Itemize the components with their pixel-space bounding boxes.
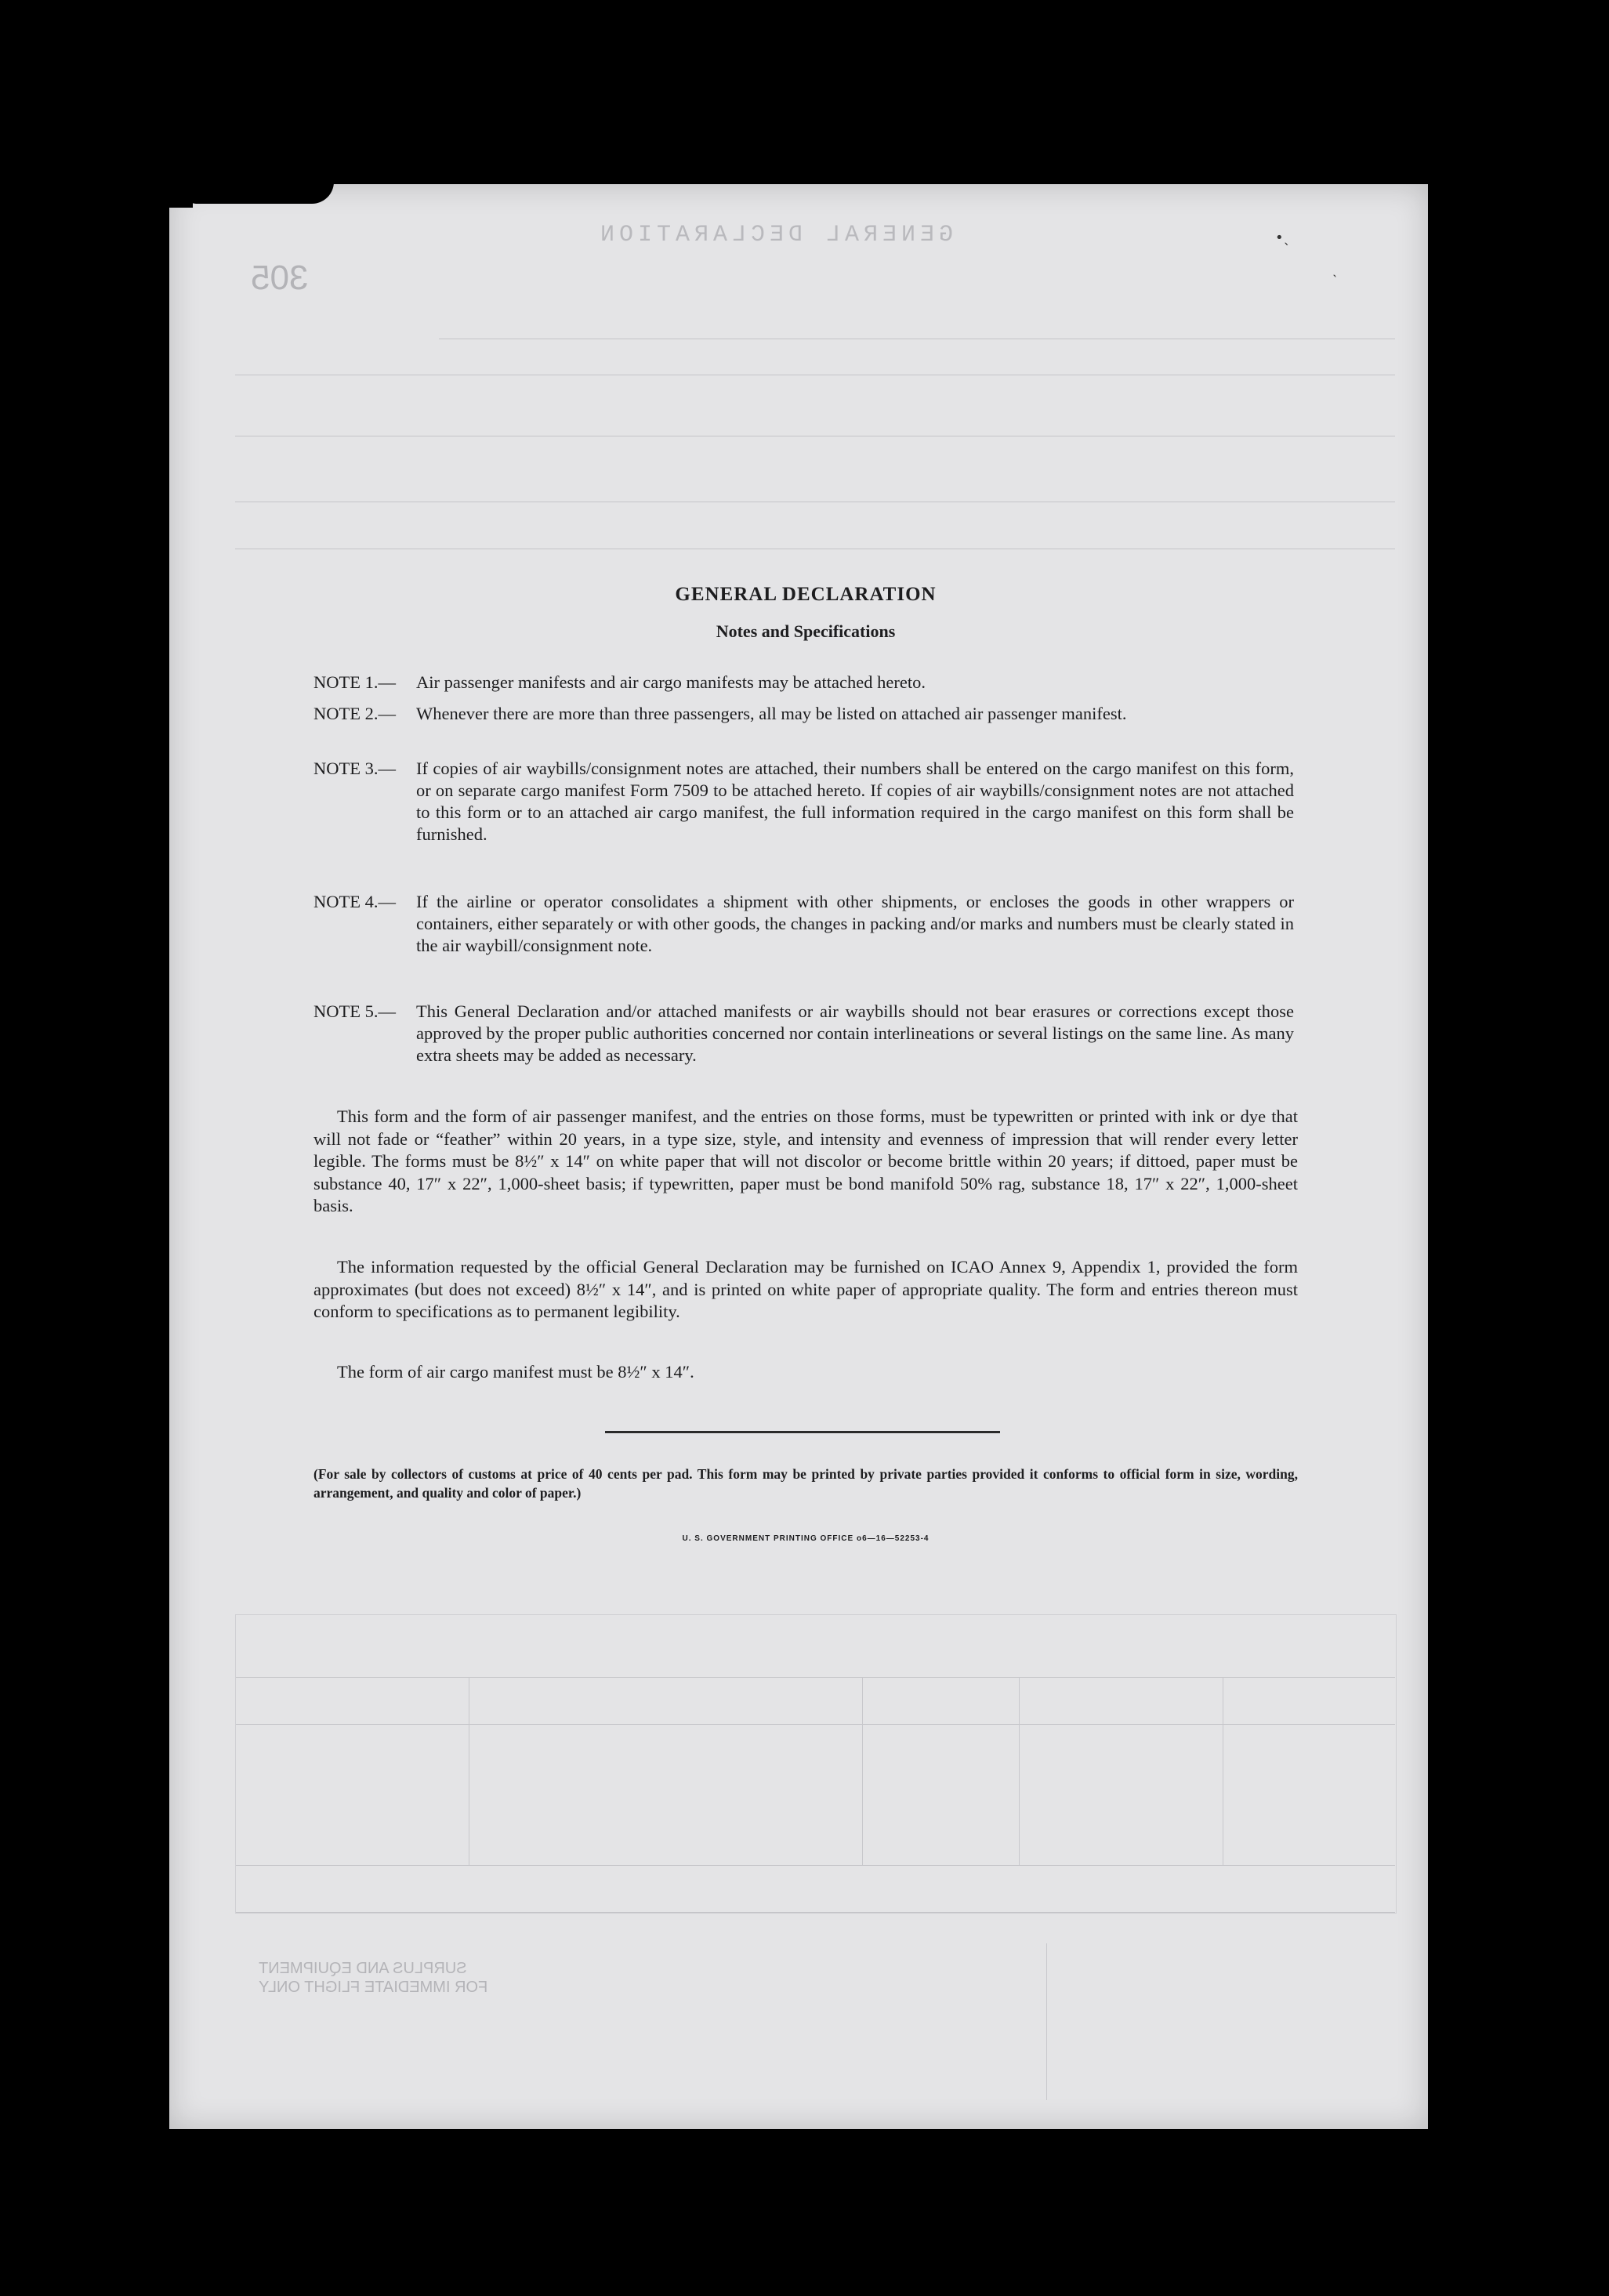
note-text: Air passenger manifests and air cargo manifests may be attached hereto. [416, 672, 926, 692]
note-text: If copies of air waybills/consignment notes are attached, their numbers shall be entered on the cargo manifest on this form, or on separate cargo manifest Form 7509 to be attached hereto. If copies of air waybills/consignment notes are not attached to this form or to an attached air cargo manifest, the full information required in the cargo manifest on this form shall be furnished. [416, 759, 1294, 844]
note-text: Whenever there are more than three passengers, all may be listed on attached air passenger manifest. [416, 704, 1127, 723]
bleed-through-header: GENERAL DECLARATION [596, 222, 954, 248]
paragraph-legibility: This form and the form of air passenger manifest, and the entries on those forms, must be typewritten or printed with ink or dye that will not fade or “feather” within 20 years, in a type size, style, and intensity and evenness of impression that will render every letter legible. The forms must be 8½″ x 14″ on white paper that will not discolor or become brittle within 20 years; if dittoed, paper must be substance 40, 17″ x 22″, 1,000-sheet basis; if typewritten, paper must be bond manifold 50% rag, substance 18, 17″ x 22″, 1,000-sheet basis. [313, 1106, 1298, 1215]
note-text: This General Declaration and/or attached manifests or air waybills should not bear erasures or corrections except those approved by the proper public authorities concerned nor contain interlineations or several listings on the same line. As many extra sheets may be added as necessary. [416, 1001, 1294, 1065]
page-title: GENERAL DECLARATION [675, 584, 937, 605]
paragraph-cargo-manifest-size: The form of air cargo manifest must be 8½″ x 14″. [337, 1362, 694, 1382]
bleed-through-stamp [259, 1959, 487, 1997]
note-1 [313, 672, 1298, 694]
stamp-line: FOR IMMEDIATE FLIGHT ONLY [259, 1979, 488, 1996]
divider [605, 1431, 1000, 1433]
note-text: If the airline or operator consolidates a shipment with other shipments, or encloses the goods in other wrappers or containers, either separately or with other goods, the changes in packing and/or marks and numbers must be clearly stated in the air waybill/consignment note. [416, 892, 1294, 955]
ink-mark: •ˎ [1275, 230, 1291, 246]
sale-notice: (For sale by collectors of customs at price of 40 cents per pad. This form may be printed by private parties provided it conforms to official form in size, wording, arrangement, and quality and color of paper.) [313, 1466, 1298, 1501]
ghost-column [1046, 1943, 1047, 2100]
bleed-through-page-number: 305 [251, 259, 309, 297]
ink-mark: ˴ [1332, 266, 1337, 283]
note-4 [313, 891, 1298, 957]
paragraph-icao: The information requested by the official General Declaration may be furnished on ICAO Annex 9, Appendix 1, provided the form approximates (but does not exceed) 8½″ x 14″, and is printed on white paper of appropriate quality. The form and entries thereon must conform to specifications as to permanent legibility. [313, 1257, 1298, 1321]
note-5 [313, 1001, 1298, 1067]
note-3 [313, 758, 1298, 846]
note-label: NOTE 3.— [313, 759, 396, 778]
note-label: NOTE 1.— [313, 672, 396, 692]
note-label: NOTE 4.— [313, 892, 396, 911]
printing-office-imprint: U. S. GOVERNMENT PRINTING OFFICE o6—16—52253-4 [682, 1534, 930, 1543]
note-label: NOTE 5.— [313, 1001, 396, 1021]
note-2 [313, 703, 1298, 725]
stamp-line: SURPLUS AND EQUIPMENT [259, 1960, 467, 1977]
ghost-table [235, 1614, 1397, 1914]
page-subtitle: Notes and Specifications [716, 621, 896, 641]
paper-tear [185, 182, 334, 204]
note-label: NOTE 2.— [313, 704, 396, 723]
